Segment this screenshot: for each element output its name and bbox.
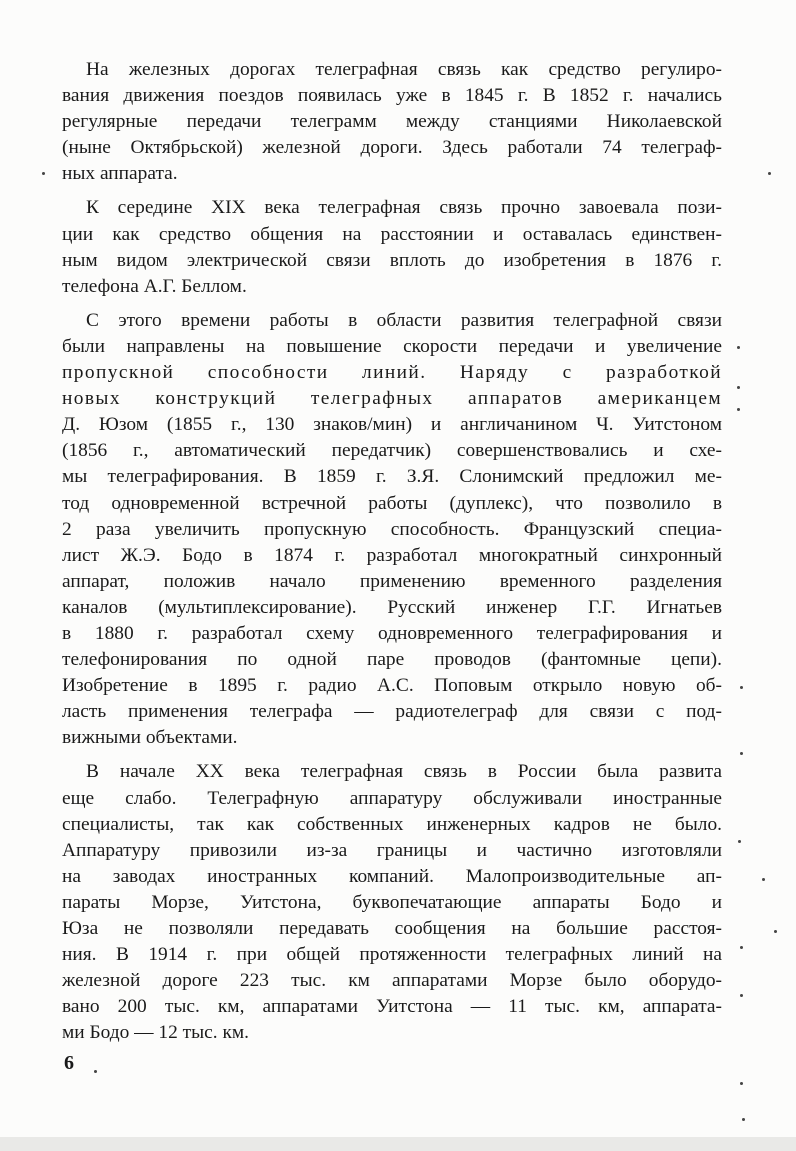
scan-speck [737, 408, 740, 411]
text-line: новых конструкций телеграфных аппаратов американцем [62, 388, 722, 410]
text-line: На железных дорогах телеграфная связь как средство регулиро- [86, 59, 722, 80]
scan-speck [774, 930, 777, 933]
text-line: вижными объектами. [62, 727, 238, 749]
text-line: аппарат, положив начало применению временного разделения [62, 570, 722, 592]
scan-speck [42, 172, 45, 175]
text-line: (ныне Октябрьской) железной дороги. Здесь работали 74 телеграф- [62, 137, 722, 159]
text-line: регулярные передачи телеграмм между станциями Николаевской [62, 111, 722, 133]
text-line: ным видом электрической связи вплоть до изобретения в 1876 г. [62, 249, 722, 271]
text-line: Д. Юзом (1855 г., 130 знаков/мин) и англичанином Ч. Уитстоном [62, 414, 722, 436]
text-line: в 1880 г. разработал схему одновременного телеграфирования и [62, 622, 722, 644]
text-line: ния. В 1914 г. при общей протяженности телеграфных линий на [62, 944, 722, 966]
scan-speck [738, 840, 741, 843]
scan-speck [742, 1118, 745, 1121]
scan-speck [94, 1070, 97, 1073]
text-line: лист Ж.Э. Бодо в 1874 г. разработал многократный синхронный [62, 544, 722, 566]
text-line: В начале XX века телеграфная связь в России была развита [86, 761, 722, 783]
text-line: ных аппарата. [62, 163, 178, 185]
scan-speck [740, 1082, 743, 1085]
text-line: вания движения поездов появилась уже в 1845 г. В 1852 г. начались [62, 85, 722, 107]
text-line: вано 200 тыс. км, аппаратами Уитстона — 11 тыс. км, аппарата- [62, 996, 722, 1018]
text-line: мы телеграфирования. В 1859 г. З.Я. Слонимский предложил ме- [62, 466, 722, 488]
text-line: телефона А.Г. Беллом. [62, 275, 247, 297]
text-line: телефонирования по одной паре проводов (фантомные цепи). [62, 649, 722, 671]
text-line: каналов (мультиплексирование). Русский инженер Г.Г. Игнатьев [62, 596, 722, 618]
paragraph-3 [62, 308, 722, 752]
scan-speck [740, 946, 743, 949]
text-line: были направлены на повышение скорости передачи и увеличение [62, 335, 722, 357]
text-line: (1856 г., автоматический передатчик) совершенствовались и схе- [62, 440, 722, 462]
scan-speck [762, 878, 765, 881]
text-line: тод одновременной встречной работы (дуплекс), что позволило в [62, 492, 722, 514]
scan-speck [740, 686, 743, 689]
text-line: пропускной способности линий. Наряду с разработкой [62, 362, 722, 384]
text-line: ции как средство общения на расстоянии и оставалась единствен- [62, 223, 722, 245]
text-line: специалисты, так как собственных инженерных кадров не было. [62, 813, 722, 835]
text-line: параты Морзе, Уитстона, буквопечатающие аппараты Бодо и [62, 891, 722, 913]
scan-speck [737, 386, 740, 389]
paragraph-1 [62, 57, 722, 187]
text-line: 2 раза увеличить пропускную способность. Французский специа- [62, 518, 722, 540]
page-number: 6 [64, 1052, 74, 1074]
text-line: ласть применения телеграфа — радиотелеграф для связи с под- [62, 701, 722, 723]
paragraph-4 [62, 759, 722, 1046]
body-text [62, 57, 722, 1054]
scan-speck [740, 752, 743, 755]
scan-speck [737, 346, 740, 349]
text-line: С этого времени работы в области развития телеграфной связи [86, 309, 722, 331]
text-line: ми Бодо — 12 тыс. км. [62, 1022, 249, 1044]
text-line: на заводах иностранных компаний. Малопроизводительные ап- [62, 865, 722, 887]
scan-speck [768, 172, 771, 175]
text-line: еще слабо. Телеграфную аппаратуру обслуживали иностранные [62, 787, 722, 809]
paragraph-2 [62, 195, 722, 299]
scan-speck [740, 994, 743, 997]
text-line: Юза не позволяли передавать сообщения на большие расстоя- [62, 918, 722, 939]
text-line: железной дороге 223 тыс. км аппаратами Морзе было оборудо- [62, 970, 722, 992]
text-line: К середине XIX века телеграфная связь прочно завоевала пози- [86, 197, 722, 219]
text-line: Аппаратуру привозили из-за границы и частично изготовляли [62, 839, 722, 861]
scan-bottom-edge [0, 1137, 796, 1151]
text-line: Изобретение в 1895 г. радио А.С. Поповым открыло новую об- [62, 675, 722, 697]
